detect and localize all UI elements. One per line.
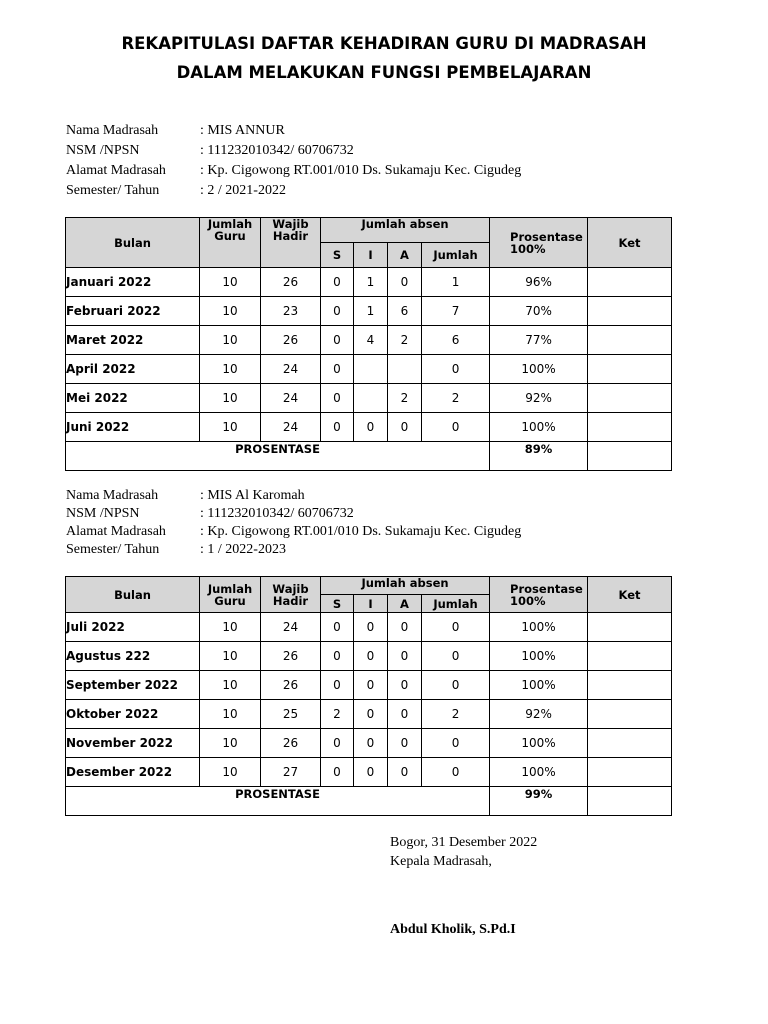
cell-jumlah-guru: 10 [200,642,261,671]
cell-wajib-hadir: 26 [261,268,321,297]
cell-s: 0 [321,613,354,642]
cell-i: 0 [354,758,388,787]
cell-a: 0 [388,700,422,729]
madrasah-info-1 [66,121,521,201]
table-row [66,613,672,642]
cell-prosentase: 100% [490,758,588,787]
header-jumlah: Jumlah [422,243,490,268]
cell-jumlah-guru: 10 [200,355,261,384]
cell-s: 0 [321,268,354,297]
cell-a: 0 [388,758,422,787]
cell-prosentase: 100% [490,642,588,671]
cell-ket [588,413,672,442]
signature-block [390,833,537,871]
cell-wajib-hadir: 24 [261,413,321,442]
attendance-table-1 [65,217,672,471]
cell-prosentase: 70% [490,297,588,326]
cell-jumlah-guru: 10 [200,384,261,413]
cell-ket [588,355,672,384]
header-prosentase: Prosentase 100% [490,218,588,268]
cell-ket [588,642,672,671]
table-row [66,355,672,384]
cell-i [354,355,388,384]
cell-i: 4 [354,326,388,355]
cell-jumlah: 0 [422,729,490,758]
cell-jumlah-guru: 10 [200,613,261,642]
cell-wajib-hadir: 23 [261,297,321,326]
cell-i: 0 [354,671,388,700]
attendance-table-2 [65,576,672,816]
cell-ket [588,297,672,326]
table-row [66,384,672,413]
info-row-nama [66,487,521,505]
info-row-semester [66,181,521,201]
cell-a: 2 [388,384,422,413]
cell-jumlah: 0 [422,758,490,787]
cell-jumlah: 6 [422,326,490,355]
cell-prosentase: 96% [490,268,588,297]
cell-a: 6 [388,297,422,326]
cell-ket [588,700,672,729]
cell-jumlah-guru: 10 [200,297,261,326]
cell-s: 0 [321,384,354,413]
cell-a: 0 [388,613,422,642]
cell-a: 0 [388,268,422,297]
info-label: NSM /NPSN [66,506,140,521]
cell-jumlah: 0 [422,355,490,384]
madrasah-info-2 [66,487,521,559]
document-title-line-1: REKAPITULASI DAFTAR KEHADIRAN GURU DI MADRASAH [121,34,647,53]
table-row [66,758,672,787]
cell-bulan: Mei 2022 [66,384,200,413]
table-row [66,729,672,758]
cell-ket [588,671,672,700]
cell-i [354,384,388,413]
info-row-semester [66,541,521,559]
cell-i: 0 [354,729,388,758]
table-footer-row [66,442,672,471]
header-prosentase: Prosentase 100% [490,577,588,613]
cell-wajib-hadir: 24 [261,355,321,384]
info-label: NSM /NPSN [66,143,140,158]
table-row [66,268,672,297]
header-wajib-hadir: Wajib Hadir [261,218,321,268]
cell-wajib-hadir: 25 [261,700,321,729]
signature-place-date: Bogor, 31 Desember 2022 [390,835,538,850]
cell-bulan: April 2022 [66,355,200,384]
cell-jumlah: 0 [422,671,490,700]
info-label: Alamat Madrasah [66,163,166,178]
cell-s: 0 [321,642,354,671]
table-row [66,700,672,729]
cell-i: 0 [354,413,388,442]
cell-prosentase: 92% [490,700,588,729]
cell-prosentase: 77% [490,326,588,355]
cell-prosentase: 100% [490,413,588,442]
cell-ket [588,758,672,787]
header-ket: Ket [588,218,672,268]
cell-bulan: Januari 2022 [66,268,200,297]
info-label: Nama Madrasah [66,123,159,138]
info-value: : 2 / 2021-2022 [200,183,286,198]
cell-jumlah-guru: 10 [200,758,261,787]
info-value: : Kp. Cigowong RT.001/010 Ds. Sukamaju Kec. Cigudeg [200,163,522,178]
signature-position: Kepala Madrasah, [390,854,492,869]
footer-total: 99% [490,787,588,816]
footer-ket [588,442,672,471]
table-row [66,642,672,671]
header-a: A [388,595,422,613]
cell-bulan: Februari 2022 [66,297,200,326]
cell-bulan: Maret 2022 [66,326,200,355]
cell-ket [588,268,672,297]
cell-bulan: Oktober 2022 [66,700,200,729]
info-row-nsm [66,505,521,523]
cell-s: 0 [321,671,354,700]
cell-jumlah-guru: 10 [200,729,261,758]
footer-label: PROSENTASE [66,442,490,471]
cell-a: 2 [388,326,422,355]
info-value: : 1 / 2022-2023 [200,542,286,557]
cell-jumlah-guru: 10 [200,700,261,729]
info-value: : MIS Al Karomah [200,488,305,503]
cell-jumlah-guru: 10 [200,268,261,297]
cell-wajib-hadir: 24 [261,613,321,642]
cell-s: 0 [321,413,354,442]
cell-i: 0 [354,613,388,642]
cell-wajib-hadir: 26 [261,642,321,671]
cell-jumlah: 0 [422,413,490,442]
cell-a [388,355,422,384]
cell-wajib-hadir: 24 [261,384,321,413]
info-value: : Kp. Cigowong RT.001/010 Ds. Sukamaju Kec. Cigudeg [200,524,522,539]
info-row-nama [66,121,521,141]
info-value: : 111232010342/ 60706732 [200,506,354,521]
table-row [66,326,672,355]
table-row [66,671,672,700]
info-value: : 111232010342/ 60706732 [200,143,354,158]
header-bulan: Bulan [66,577,200,613]
cell-s: 2 [321,700,354,729]
cell-bulan: September 2022 [66,671,200,700]
cell-ket [588,326,672,355]
signature-name-block [390,920,516,939]
header-ket: Ket [588,577,672,613]
table-row [66,297,672,326]
info-row-nsm [66,141,521,161]
header-jumlah-absen: Jumlah absen [321,577,490,595]
cell-jumlah-guru: 10 [200,671,261,700]
cell-prosentase: 100% [490,355,588,384]
footer-total: 89% [490,442,588,471]
header-s: S [321,243,354,268]
cell-a: 0 [388,729,422,758]
cell-wajib-hadir: 27 [261,758,321,787]
cell-bulan: Juni 2022 [66,413,200,442]
cell-i: 1 [354,297,388,326]
cell-jumlah: 2 [422,700,490,729]
cell-prosentase: 92% [490,384,588,413]
cell-ket [588,729,672,758]
info-value: : MIS ANNUR [200,123,285,138]
header-wajib-hadir: Wajib Hadir [261,577,321,613]
cell-a: 0 [388,671,422,700]
cell-jumlah: 2 [422,384,490,413]
cell-i: 0 [354,642,388,671]
header-s: S [321,595,354,613]
cell-ket [588,613,672,642]
cell-s: 0 [321,758,354,787]
cell-prosentase: 100% [490,671,588,700]
cell-a: 0 [388,642,422,671]
cell-bulan: November 2022 [66,729,200,758]
cell-prosentase: 100% [490,729,588,758]
cell-jumlah-guru: 10 [200,413,261,442]
table-footer-row [66,787,672,816]
cell-wajib-hadir: 26 [261,729,321,758]
cell-i: 0 [354,700,388,729]
cell-jumlah: 0 [422,613,490,642]
cell-bulan: Agustus 222 [66,642,200,671]
header-jumlah-guru: Jumlah Guru [200,577,261,613]
document-title-line-2: DALAM MELAKUKAN FUNGSI PEMBELAJARAN [176,63,592,82]
cell-jumlah-guru: 10 [200,326,261,355]
header-bulan: Bulan [66,218,200,268]
footer-label: PROSENTASE [66,787,490,816]
table-row [66,413,672,442]
cell-ket [588,384,672,413]
cell-jumlah: 7 [422,297,490,326]
cell-s: 0 [321,355,354,384]
header-i: I [354,595,388,613]
cell-jumlah: 0 [422,642,490,671]
signature-name: Abdul Kholik, S.Pd.I [390,922,516,937]
header-a: A [388,243,422,268]
cell-i: 1 [354,268,388,297]
info-label: Alamat Madrasah [66,524,166,539]
cell-jumlah: 1 [422,268,490,297]
cell-prosentase: 100% [490,613,588,642]
cell-wajib-hadir: 26 [261,671,321,700]
info-label: Semester/ Tahun [66,183,160,198]
cell-bulan: Juli 2022 [66,613,200,642]
cell-bulan: Desember 2022 [66,758,200,787]
info-row-alamat [66,523,521,541]
header-i: I [354,243,388,268]
header-jumlah-guru: Jumlah Guru [200,218,261,268]
cell-s: 0 [321,326,354,355]
info-label: Semester/ Tahun [66,542,160,557]
footer-ket [588,787,672,816]
cell-s: 0 [321,729,354,758]
header-jumlah-absen: Jumlah absen [321,218,490,243]
cell-a: 0 [388,413,422,442]
info-row-alamat [66,161,521,181]
header-jumlah: Jumlah [422,595,490,613]
cell-s: 0 [321,297,354,326]
cell-wajib-hadir: 26 [261,326,321,355]
info-label: Nama Madrasah [66,488,159,503]
